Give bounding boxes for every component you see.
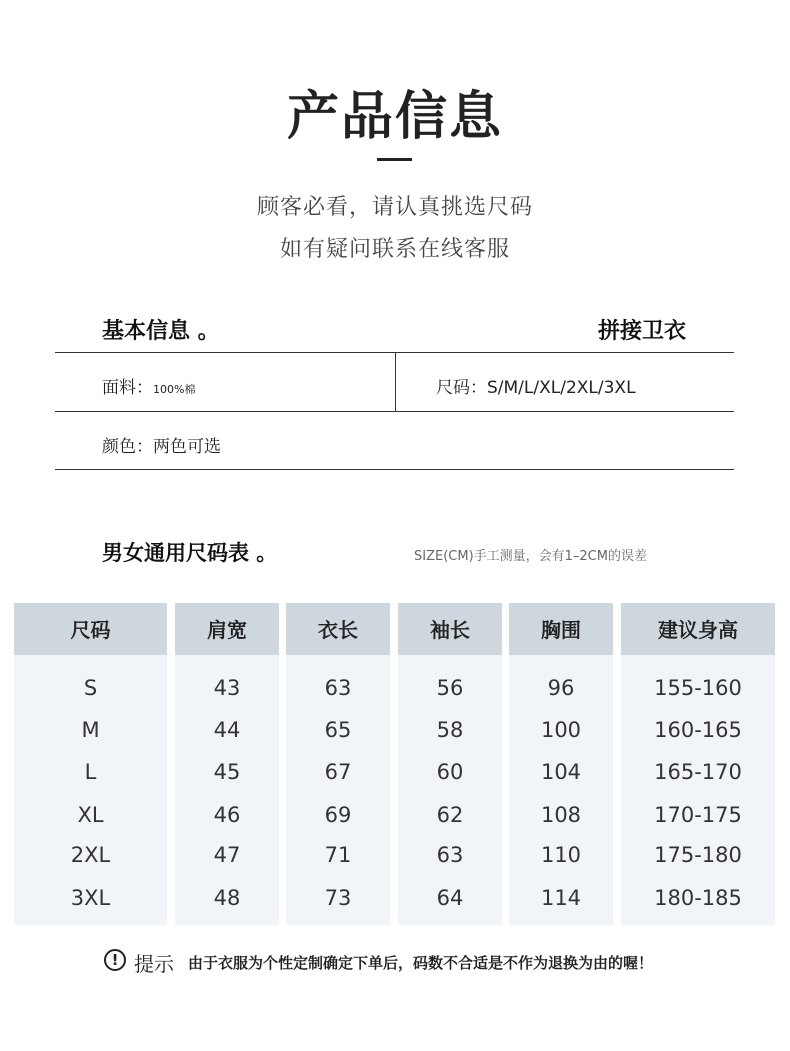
subtitle-line-1: 顾客必看，请认真挑选尺码 (256, 195, 533, 220)
notice-text: 由于衣服为个性定制确定下单后，码数不合适是不作为退换为由的喔！ (188, 954, 654, 972)
color-info (102, 432, 221, 457)
title-divider (377, 158, 412, 161)
size-table-cell: 114 (540, 886, 582, 910)
info-divider-middle (55, 411, 734, 412)
size-table-cell: 160-165 (654, 718, 742, 742)
fabric-value: 100%棉 (153, 383, 196, 396)
size-table-cell: S (83, 676, 98, 700)
size-table-cell: 48 (213, 886, 241, 910)
size-info (436, 373, 636, 398)
size-table-cell: 56 (436, 676, 464, 700)
size-table-cell: 180-185 (654, 886, 742, 910)
size-table-cell: 104 (540, 760, 582, 784)
size-table-column (509, 603, 613, 925)
size-table-cell: 3XL (70, 886, 111, 910)
size-table-header-cell: 衣长 (286, 603, 390, 655)
size-table-cell: 62 (436, 803, 464, 827)
color-value: 两色可选 (153, 437, 221, 457)
size-table-cell: 63 (436, 843, 464, 867)
notice-label: 提示 (134, 952, 174, 976)
size-table-cell: 2XL (70, 843, 111, 867)
page-title: 产品信息 (286, 87, 503, 147)
info-divider-bottom (55, 469, 734, 470)
exclamation-circle-icon: ! (104, 949, 126, 971)
size-table-cell: 69 (324, 803, 352, 827)
size-table-cell: 67 (324, 760, 352, 784)
size-table-cell: 73 (324, 886, 352, 910)
size-table-cell: XL (77, 803, 104, 827)
color-label: 颜色： (102, 437, 153, 457)
size-table-cell: 43 (213, 676, 241, 700)
size-table-column (621, 603, 775, 925)
size-table-column (286, 603, 390, 925)
size-table-cell: 46 (213, 803, 241, 827)
size-chart-note: SIZE(CM)手工测量，会有1–2CM的误差 (414, 549, 647, 564)
size-table-cell: 108 (540, 803, 582, 827)
product-type: 拼接卫衣 (597, 319, 686, 344)
size-table-column (14, 603, 167, 925)
size-table-cell: 44 (213, 718, 241, 742)
size-table-column (398, 603, 502, 925)
size-table-cell: L (84, 760, 97, 784)
size-table-header-cell: 胸围 (509, 603, 613, 655)
size-table-cell: 58 (436, 718, 464, 742)
size-table-cell: 64 (436, 886, 464, 910)
size-table-cell: 175-180 (654, 843, 742, 867)
fabric-label: 面料： (102, 378, 153, 398)
subtitle-line-2: 如有疑问联系在线客服 (279, 237, 510, 262)
info-divider-vertical (395, 352, 396, 411)
size-table-cell: 155-160 (654, 676, 742, 700)
size-table-header-cell: 肩宽 (175, 603, 279, 655)
size-table-cell: 165-170 (654, 760, 742, 784)
size-table-cell: 60 (436, 760, 464, 784)
size-table-cell: 96 (547, 676, 575, 700)
size-table-column (175, 603, 279, 925)
size-table-header-cell: 袖长 (398, 603, 502, 655)
size-table-cell: 45 (213, 760, 241, 784)
size-table-header-cell: 建议身高 (621, 603, 775, 655)
size-table-cell: 71 (324, 843, 352, 867)
size-chart-heading: 男女通用尺码表 。 (102, 541, 278, 565)
size-table-cell: 63 (324, 676, 352, 700)
size-table-cell: 47 (213, 843, 241, 867)
size-label: 尺码： (436, 378, 487, 398)
size-table-cell: 100 (540, 718, 582, 742)
size-table-cell: 110 (540, 843, 582, 867)
size-table-cell: 170-175 (654, 803, 742, 827)
size-value: S/M/L/XL/2XL/3XL (487, 378, 636, 398)
basic-info-heading: 基本信息 。 (102, 319, 220, 344)
size-table-header-cell: 尺码 (14, 603, 167, 655)
size-table-cell: 65 (324, 718, 352, 742)
fabric-info (102, 373, 195, 398)
size-table-cell: M (81, 718, 100, 742)
